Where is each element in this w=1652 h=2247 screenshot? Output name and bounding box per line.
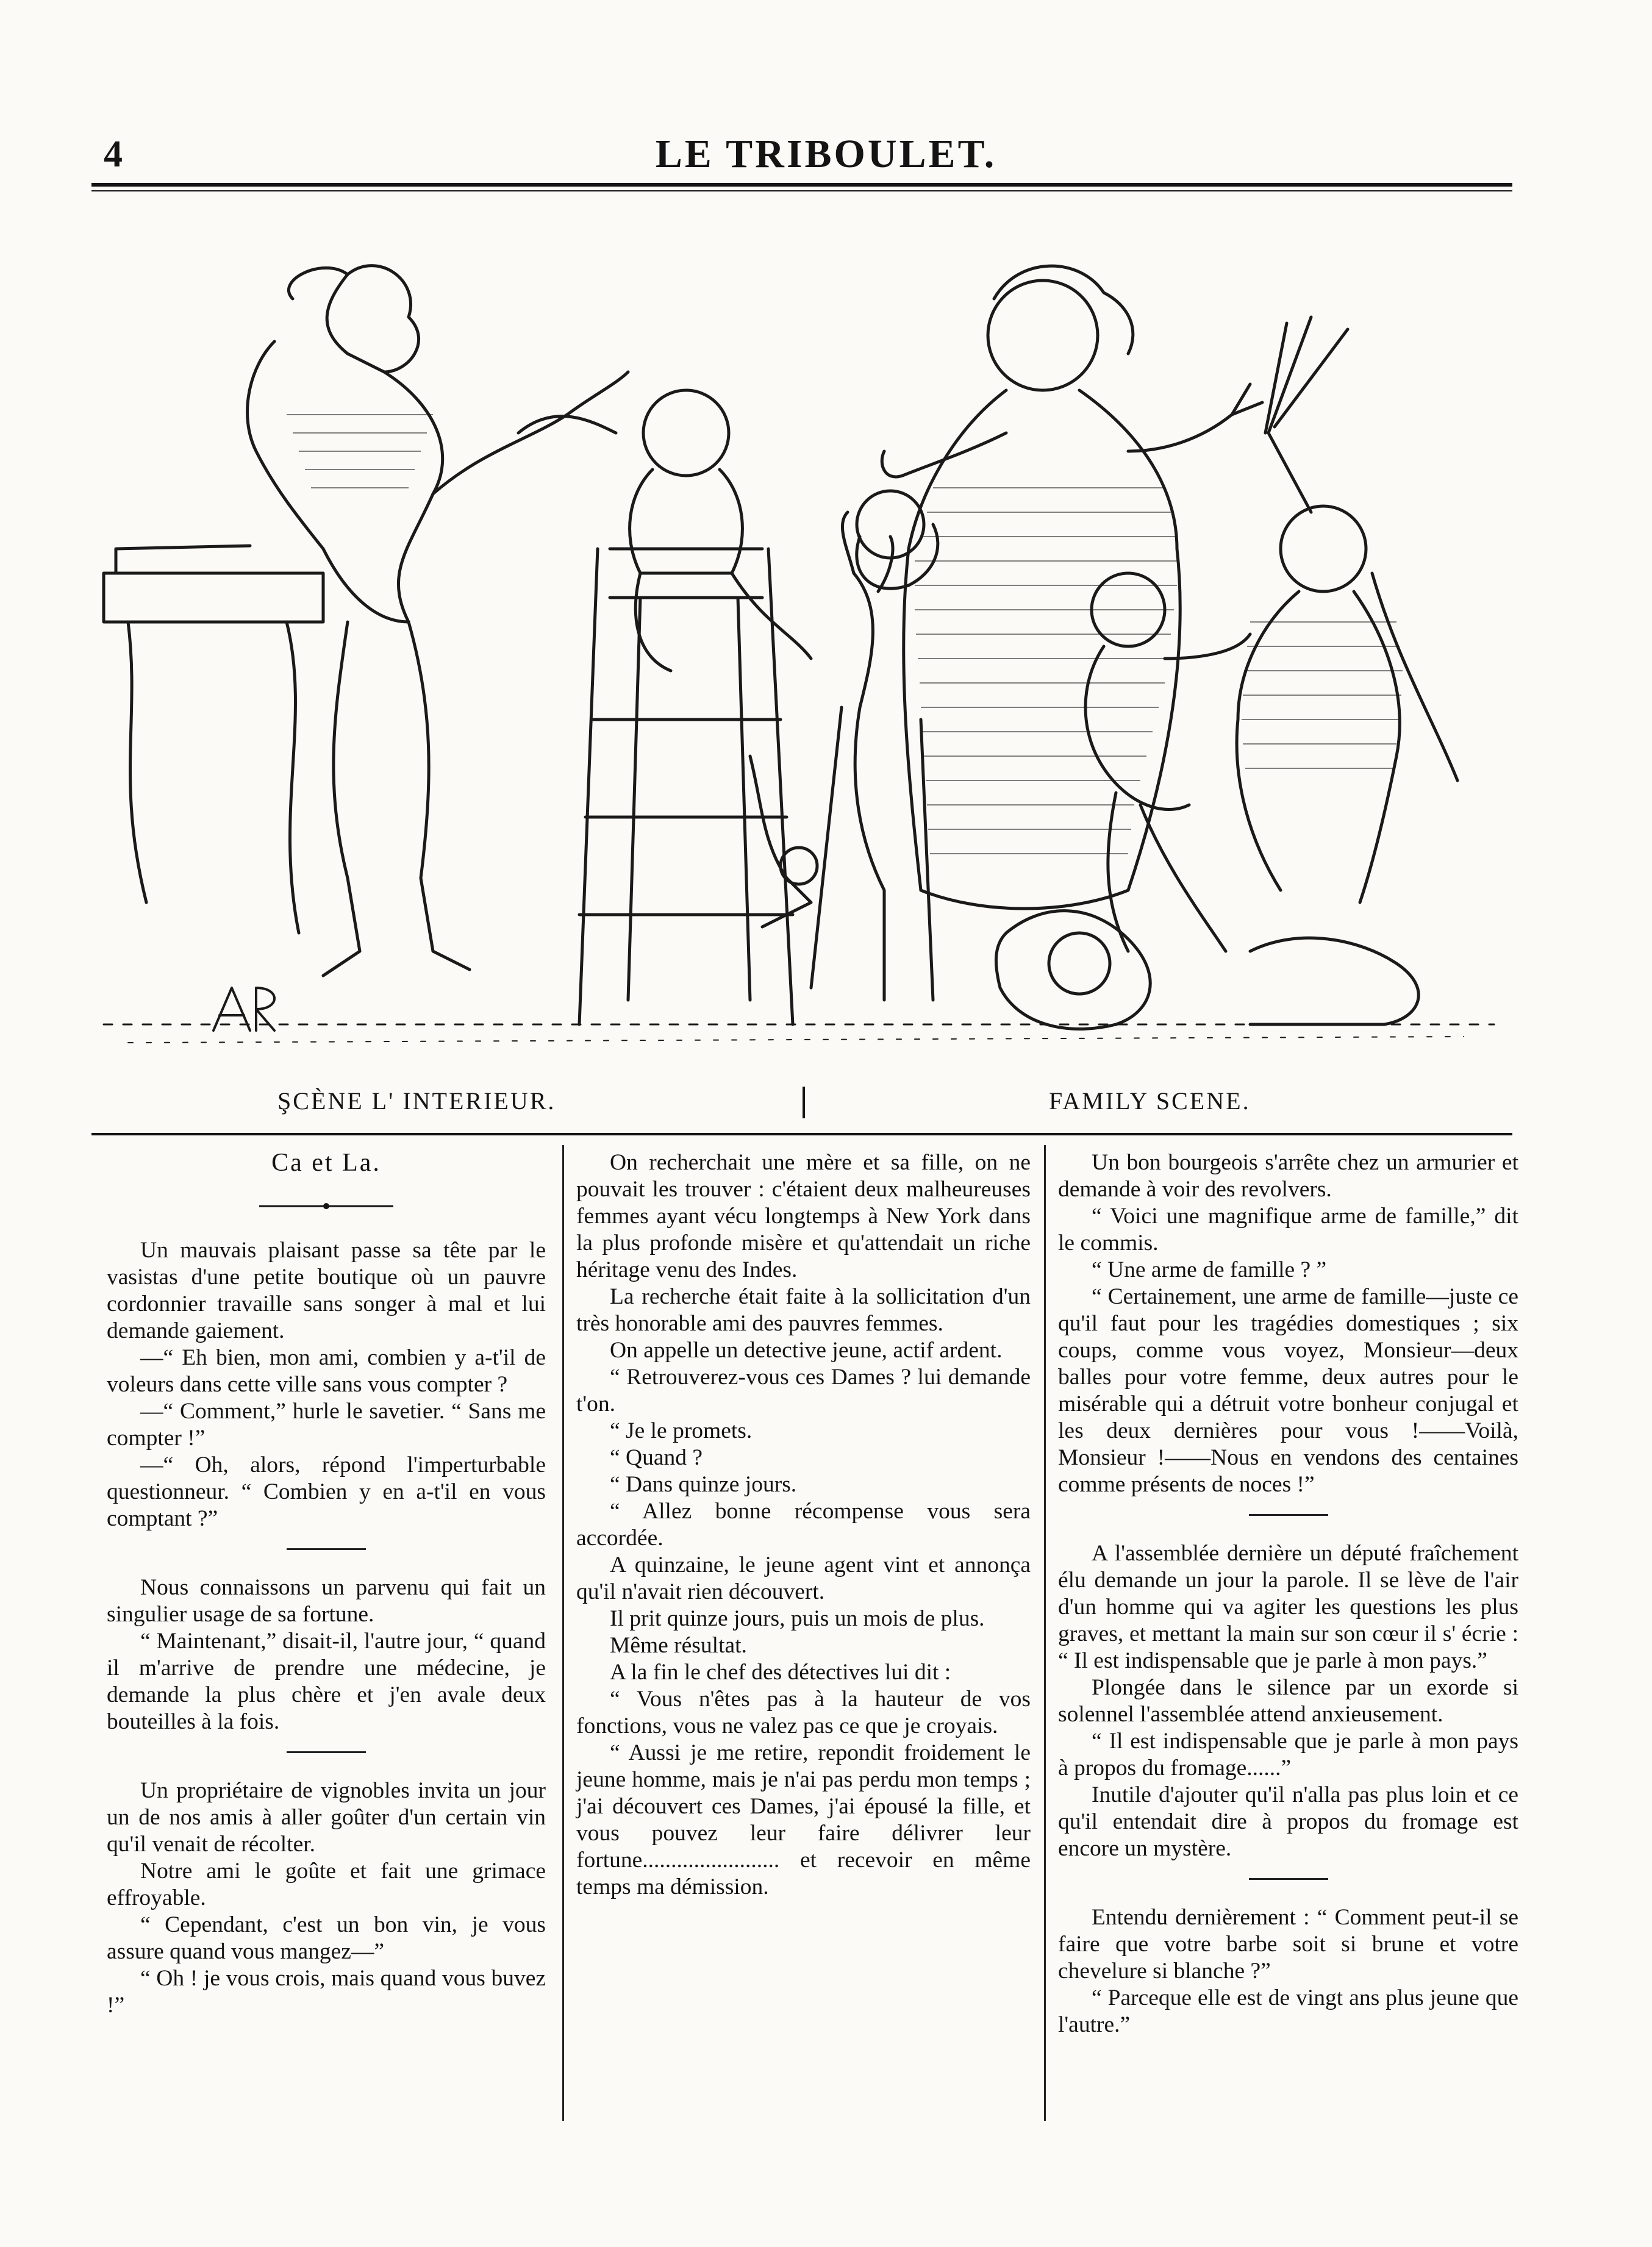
paragraph: “ Retrouverez-vous ces Dames ? lui demande t'on.	[576, 1365, 1031, 1416]
paragraph: A quinzaine, le jeune agent vint et annonça qu'il n'avait rien découvert.	[576, 1552, 1031, 1604]
paragraph: —“ Eh bien, mon ami, combien y a-t'il de voleurs dans cette ville sans vous compter ?	[107, 1345, 546, 1397]
section-divider	[287, 1548, 366, 1550]
section-title: Ca et La.	[271, 1149, 381, 1177]
paragraph: On recherchait une mère et sa fille, on ne pouvait les trouver : c'étaient deux malheureuses femmes ayant vécu longtemps à New York dans la plus profonde misère et qu'attendait un riche héritage venu des Indes.	[576, 1150, 1031, 1282]
paragraph: “ Parceque elle est de vingt ans plus jeune que l'autre.”	[1058, 1985, 1518, 2037]
column-separator-2	[1044, 1145, 1046, 2121]
paragraph: “ Allez bonne récompense vous sera accordée.	[576, 1499, 1031, 1551]
paragraph: “ Quand ?	[610, 1445, 703, 1470]
paragraph: “ Je le promets.	[610, 1418, 753, 1443]
section-divider	[1249, 1878, 1328, 1880]
paragraph: Un mauvais plaisant passe sa tête par le vasistas d'une petite boutique où un pauvre cordonnier travaille sans songer à mal et lui demande gaiement.	[107, 1238, 546, 1343]
page-number: 4	[104, 134, 123, 175]
title-ornament-icon	[107, 1193, 546, 1219]
paragraph: “ Voici une magnifique arme de famille,” dit le commis.	[1058, 1204, 1518, 1256]
caption-right: FAMILY SCENE.	[1049, 1087, 1251, 1115]
paragraph: —“ Oh, alors, répond l'imperturbable questionneur. “ Combien y en a-t'il en vous comptant ?”	[107, 1452, 546, 1531]
paragraph: Il prit quinze jours, puis un mois de plus.	[610, 1606, 985, 1631]
paragraph: “ Vous n'êtes pas à la hauteur de vos fonctions, vous ne valez pas ce que je croyais.	[576, 1687, 1031, 1738]
column-separator-1	[562, 1145, 564, 2121]
engraving-illustration	[91, 232, 1512, 1073]
paragraph: A l'assemblée dernière un député fraîchement élu demande un jour la parole. Il se lève de l'air d'un homme qui va agiter les questions les plus graves, et mettant la main sur son cœur il s' écrie : “ Il est indispensable que je parle à mon pays.”	[1058, 1541, 1518, 1673]
paragraph: Un propriétaire de vignobles invita un jour un de nos amis à aller goûter d'un certain vin qu'il venait de récolter.	[107, 1778, 546, 1857]
caption-left: ŞCÈNE L' INTERIEUR.	[277, 1087, 556, 1115]
paragraph: Notre ami le goûte et fait une grimace effroyable.	[107, 1859, 546, 1910]
paragraph: Entendu dernièrement : “ Comment peut-il se faire que votre barbe soit si brune et votre chevelure si blanche ?”	[1058, 1905, 1518, 1984]
paragraph: “ Cependant, c'est un bon vin, je vous assure quand vous mangez—”	[107, 1912, 546, 1964]
newspaper-title: LE TRIBOULET.	[655, 132, 997, 176]
paragraph: Inutile d'ajouter qu'il n'alla pas plus loin et ce qu'il entendait dire à propos du fromage est encore un mystère.	[1058, 1782, 1518, 1861]
caption-separator	[803, 1087, 805, 1118]
paragraph: “ Il est indispensable que je parle à mon pays à propos du fromage......”	[1058, 1729, 1518, 1781]
column-1	[107, 1149, 546, 2019]
paragraph: Même résultat.	[610, 1633, 747, 1658]
paragraph: —“ Comment,” hurle le savetier. “ Sans me compter !”	[107, 1399, 546, 1451]
family-scene-engraving-icon	[91, 232, 1512, 1073]
paragraph: Plongée dans le silence par un exorde si solennel l'assemblée attend anxieusement.	[1058, 1675, 1518, 1727]
paragraph: On appelle un detective jeune, actif ardent.	[610, 1338, 1003, 1363]
column-2	[576, 1149, 1031, 1901]
section-divider	[1249, 1514, 1328, 1516]
paragraph: A la fin le chef des détectives lui dit :	[610, 1660, 951, 1685]
section-divider	[287, 1751, 366, 1753]
body-rule-top	[91, 1133, 1512, 1135]
header-rule-thick	[91, 183, 1512, 187]
paragraph: “ Dans quinze jours.	[610, 1472, 797, 1497]
paragraph: “ Une arme de famille ? ”	[1092, 1257, 1327, 1282]
column-3	[1058, 1149, 1518, 2038]
paragraph: Un bon bourgeois s'arrête chez un armurier et demande à voir des revolvers.	[1058, 1150, 1518, 1202]
paragraph: “ Oh ! je vous crois, mais quand vous buvez !”	[107, 1966, 546, 2018]
paragraph: “ Certainement, une arme de famille—juste ce qu'il faut pour les tragédies domestiques ; six coups, comme vous voyez, Monsieur—deux balles pour votre femme, deux autres pour le misérable qui a détruit votre bonheur conjugal et les deux dernières pour vous !——Voilà, Monsieur !——Nous en vendons des centaines comme présents de noces !”	[1058, 1284, 1518, 1497]
paragraph: “ Aussi je me retire, repondit froidement le jeune homme, mais je n'ai pas perdu mon temps ; j'ai découvert ces Dames, j'ai épousé la fille, et vous pouvez leur faire délivrer leur fortune........................ et recevoir en même temps ma démission.	[576, 1740, 1031, 1899]
header-rule-thin	[91, 190, 1512, 191]
paragraph: “ Maintenant,” disait-il, l'autre jour, “ quand il m'arrive de prendre une médecine, je demande la plus chère et j'en avale deux bouteilles à la fois.	[107, 1629, 546, 1734]
paragraph: Nous connaissons un parvenu qui fait un singulier usage de sa fortune.	[107, 1575, 546, 1627]
paragraph: La recherche était faite à la sollicitation d'un très honorable ami des pauvres femmes.	[576, 1284, 1031, 1336]
